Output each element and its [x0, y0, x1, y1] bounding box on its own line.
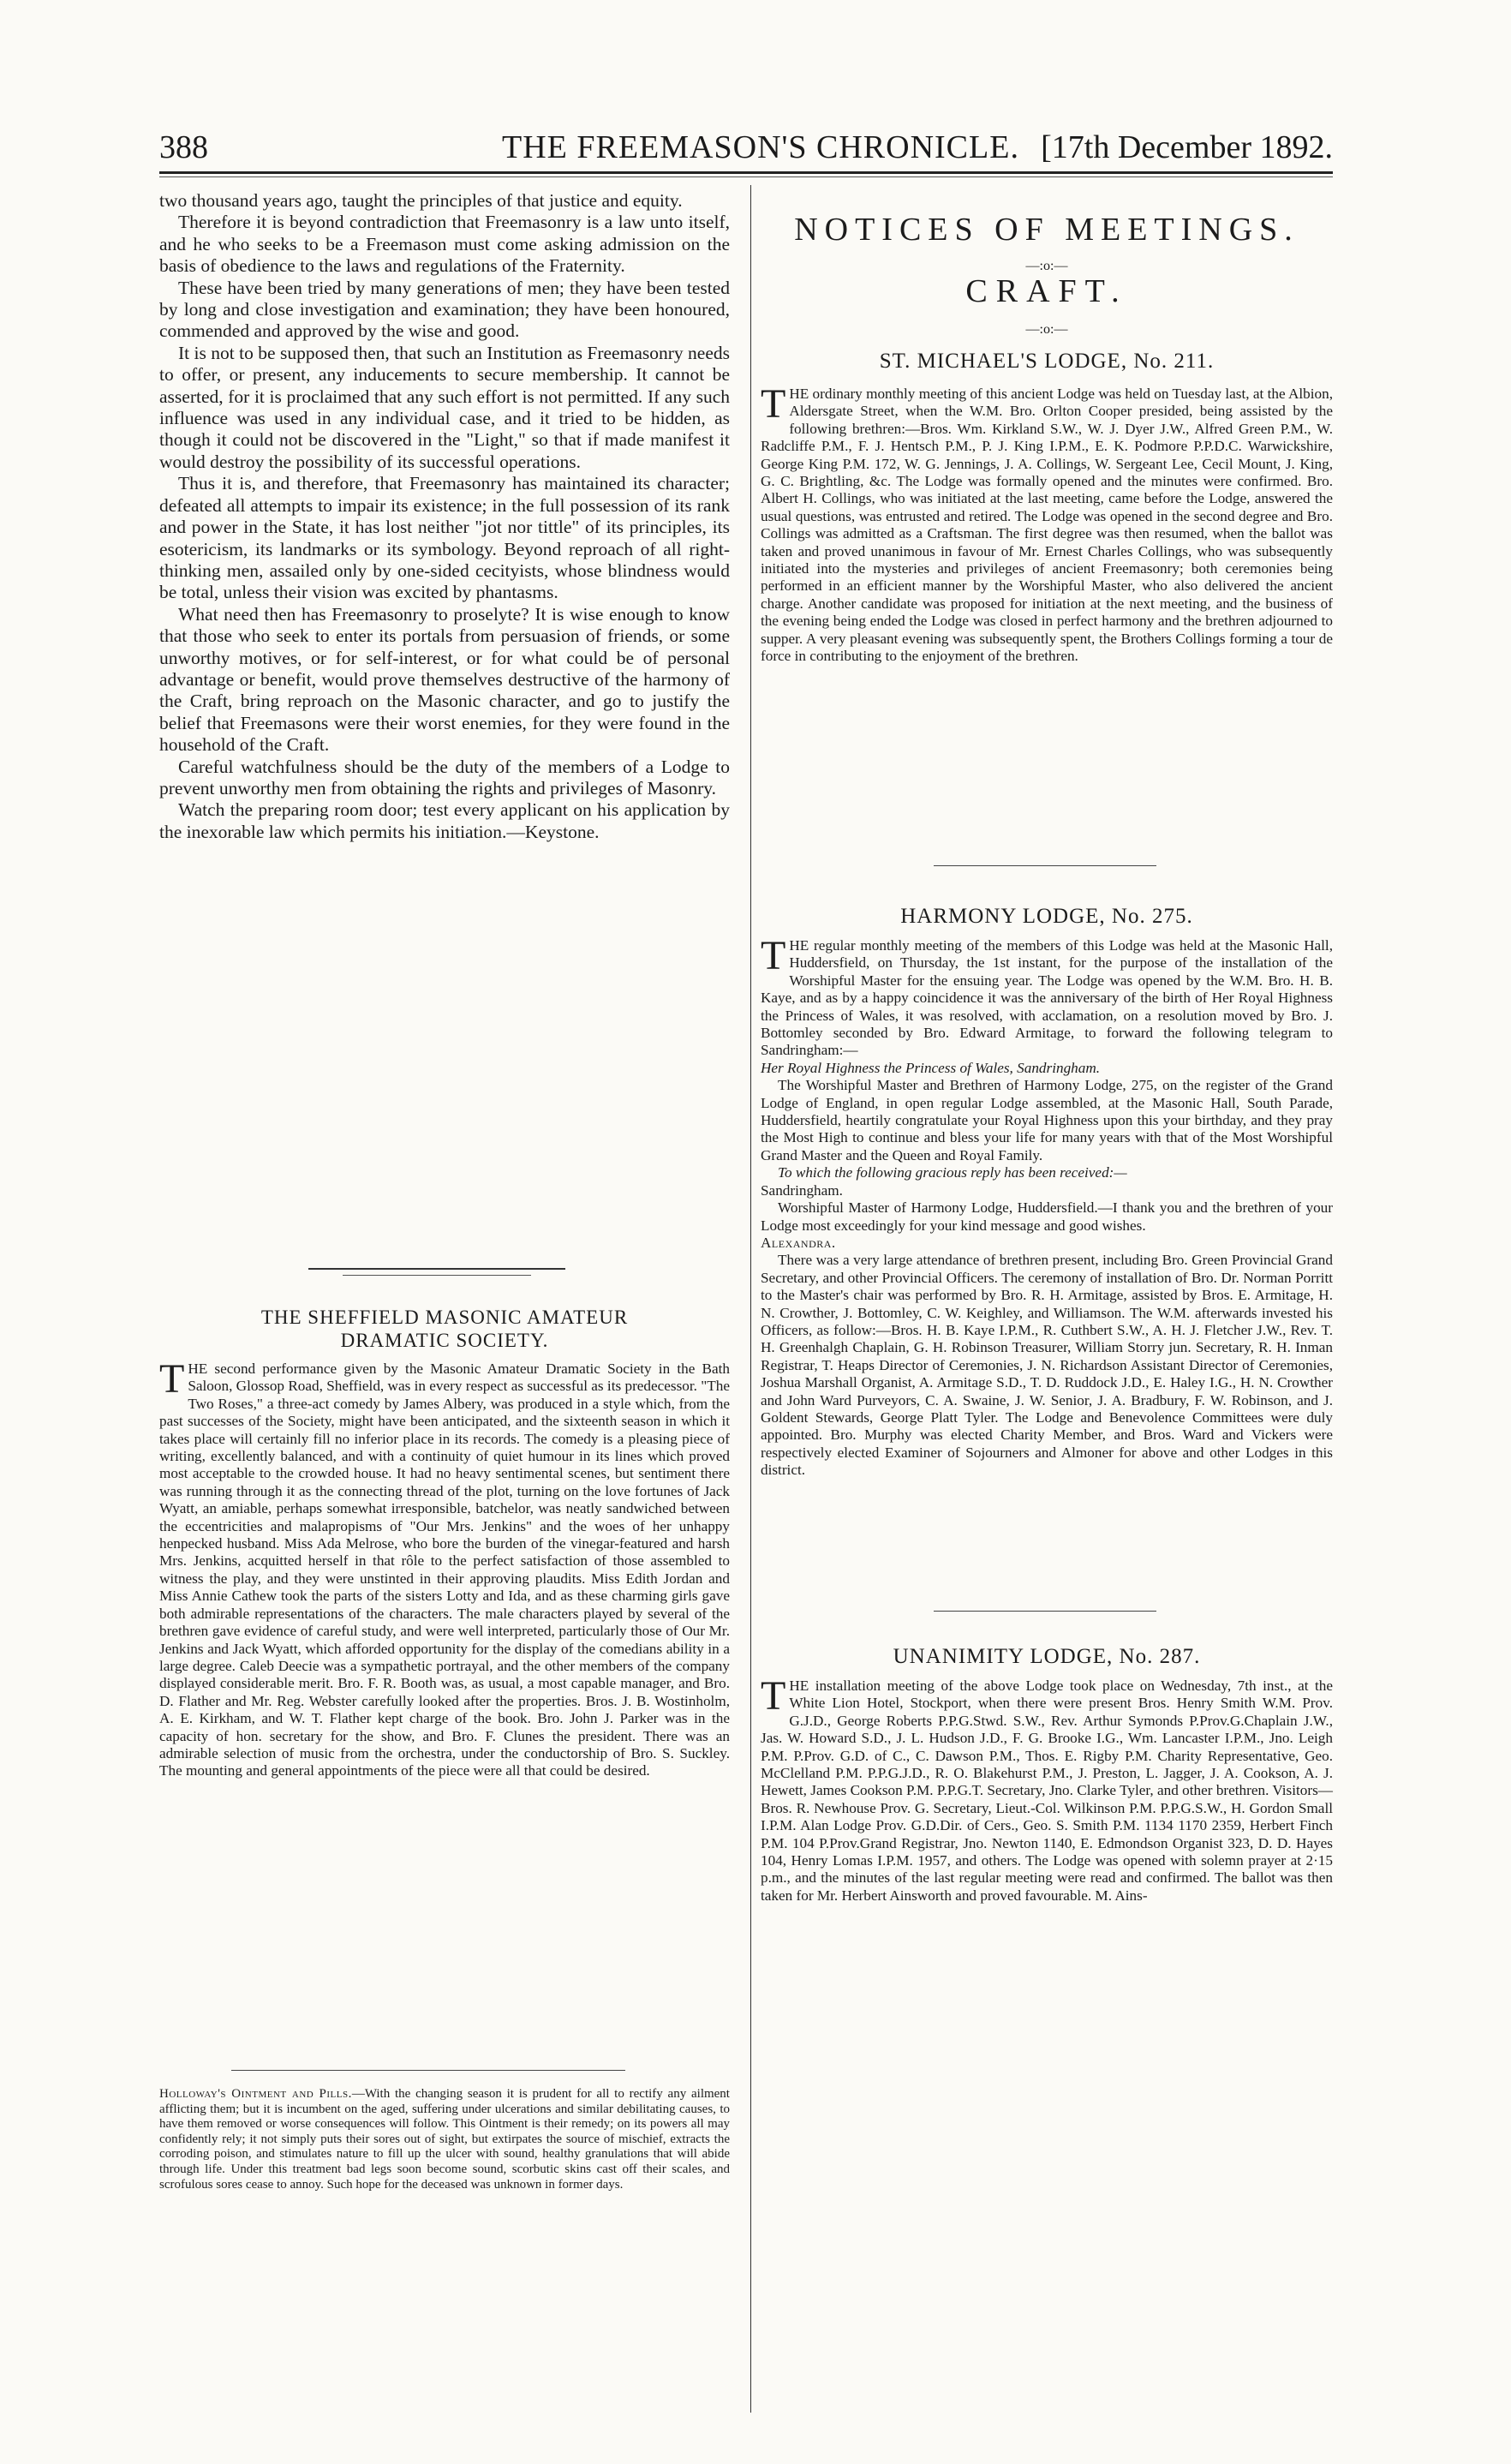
drop-cap: T: [761, 933, 786, 978]
advert-rule: [231, 2070, 625, 2071]
lodge-report: THE regular monthly meeting of the members of this Lodge was held at the Masonic Hall, Huddersfield, on Thursday, the 1st instant, for the purpose of the installation of the Worshipful Master for the ensuing year. The Lodge was opened by the W.M. Bro. H. B. Kaye, and as by a happy coincidence it was the anniversary of the birth of Her Royal Highness the Princess of Wales, it was resolved, with acclamation, on a resolution moved by Bro. J. Bottomley seconded by Bro. Edward Armitage, to forward the following telegram to Sandringham:— Her Royal Highness the Princess of Wales, Sandringham. The Worshipful Master and Brethren of Harmony Lodge, 275, on the register of the Grand Lodge of England, in open regular Lodge assembled, at the Masonic Hall, South Parade, Huddersfield, heartily congratulate your Royal Highness upon this your birthday, and they pray the Most High to continue and bless your life for many years with that of the Most Worshipful Grand Master and the Queen and Royal Family. To which the following gracious reply has been received:— Sandringham. Worshipful Master of Harmony Lodge, Huddersfield.—I thank you and the brethren of your Lodge most exceedingly for your kind message and good wishes. Alexandra. There was a very large attendance of brethren present, including Bro. Green Provincial Grand Secretary, and other Provincial Officers. The ceremony of installation of Bro. Dr. Norman Porritt to the Master's chair was performed by Bro. R. H. Armitage, assisted by Bros. E. Armitage, H. N. Crowther, J. Bottomley, C. W. Keighley, and Williamson. The W.M. afterwards invested his Officers, as follow:—Bros. H. B. Kaye I.P.M., R. Cuthbert S.W., A. H. J. Fletcher J.W., Rev. T. H. Greenhalgh Chaplain, G. H. Robinson Treasurer, William Storry jun. Secretary, R. H. Inman Registrar, T. Heaps Director of Ceremonies, J. N. Richardson Assistant Director of Ceremonies, Joshua Marshall Organist, A. Armitage S.D., T. D. Ruddock J.D., E. Haley I.G., H. N. Crowther and John Ward Purveyors, C. A. Swaine, J. W. Senior, J. A. Bradbury, F. W. Robinson, and J. Goldent Stewards, George Platt Tyler. The Lodge and Benevolence Committees were duly appointed. Bro. Murphy was elected Charity Member, and Bros. Ward and Vickers were respectively elected Examiner of Sojourners and Almoner for above and other Lodges in this district.: [761, 933, 1333, 1479]
sheffield-body: THE second performance given by the Masonic Amateur Dramatic Society in the Bath Saloon, Glossop Road, Sheffield, was in every respect as successful as its predecessor. "The Two Roses," a three-act comedy by James Albery, was produced in a style which, from the past successes of the Society, might have been anticipated, and the sixteenth season in which it takes place will certainly fill no inferior place in its records. The comedy is a pleasing piece of writing, excellently balanced, and with a continuity of quiet humour in its lines which proved most acceptable to the crowded house. It had no heavy sentimental scenes, but sentiment there was running through it as the connecting thread of the plot, turning on the love fortunes of Jack Wyatt, an amiable, perhaps somewhat irresponsible, batchelor, was neatly sandwiched between the eccentricities and malapropisms of "Our Mrs. Jenkins" and the woes of her unhappy henpecked husband. Miss Ada Melrose, who bore the burden of the vinegar-featured and harsh Mrs. Jenkins, acquitted herself in that rôle to the perfect satisfaction of those assembled to witness the play, and they were unstinted in their approving plaudits. Miss Edith Jordan and Miss Annie Cathew took the parts of the sisters Lotty and Ida, and as these charming girls gave both admirable representations of the characters. The male characters played by several of the brethren gave evidence of careful study, and were well interpreted, particularly those of Our Mr. Jenkins and Jack Wyatt, which afforded opportunity for the display of the comedians ability in a large degree. Caleb Deecie was a sympathetic portrayal, and the other members of the company displayed considerable merit. Bro. F. R. Booth was, as usual, a most capable manager, and Bro. D. Flather and Mr. Reg. Webster carefully looked after the properties. Bros. J. B. Wostinholm, A. E. Kirkham, and W. T. Flather kept charge of the book. Bro. John J. Parker was in the capacity of hon. secretary for the show, and Bro. F. Clunes the president. There was an admirable selection of music from the orchestra, under the conductorship of Bro. S. Suckley. The mounting and general appointments of the piece were all that could be desired.: [159, 1356, 730, 1779]
essay-paragraph: two thousand years ago, taught the principles of that justice and equity.: [159, 190, 683, 211]
page-number: 388: [159, 129, 208, 165]
reply-signature: Alexandra.: [761, 1234, 836, 1251]
telegram-address: Her Royal Highness the Princess of Wales, Sandringham.: [761, 1059, 1101, 1076]
essay-paragraph: Thus it is, and therefore, that Freemasonry has maintained its character; defeated all attempts to impair its existence; in the full possession of its rank and power in the State, it has lost neither "jot nor tittle" of its principles, its esotericism, its landmarks or its symbology. Beyond reproach of all right-thinking men, assailed only by one-sided cecityists, whose blindness would be total, unless their vision was excited by phantasms.: [159, 473, 730, 603]
lodge-heading: ST. MICHAEL'S LODGE, No. 211.: [879, 350, 1215, 373]
drop-cap: T: [761, 381, 786, 427]
header-rule-thin: [159, 176, 1333, 177]
lodge-heading: UNANIMITY LODGE, No. 287.: [893, 1645, 1201, 1668]
craft-heading: CRAFT.: [965, 273, 1128, 309]
section-divider: [308, 1268, 565, 1270]
essay-column: [159, 190, 730, 843]
essay-paragraph: Therefore it is beyond contradiction that Freemasonry is a law unto itself, and he who seeks to be a Freemason must come asking admission on the basis of obedience to the laws and regulations of the Fraternity.: [159, 212, 730, 277]
column-divider: [750, 185, 751, 2413]
lodge-report: THE ordinary monthly meeting of this ancient Lodge was held on Tuesday last, at the Albion, Aldersgate Street, when the W.M. Bro. Orlton Cooper presided, being assisted by the following brethren:—Bros. Wm. Kirkland S.W., W. J. Dyer J.W., Alfred Green P.M., W. Radcliffe P.M., F. J. Hentsch P.M., P. J. King I.P.M., E. K. Podmore P.P.D.C. Warwickshire, George King P.M. 172, W. G. Jennings, J. A. Collings, W. Sergeant Lee, Cecil Mount, J. King, G. C. Brightling, &c. The Lodge was formally opened and the minutes were confirmed. Bro. Albert H. Collings, who was initiated at the last meeting, came before the Lodge, answered the usual questions, was entrusted and retired. The Lodge was opened in the second degree and Bro. Collings was admitted as a Craftsman. The first degree was then resumed, when the ballot was taken and proved unanimous in favour of Mr. Ernest Charles Collings, who was subsequently initiated into the mysteries and privileges of ancient Freemasonry; both ceremonies being performed in an efficient manner by the Worshipful Master, who also delivered the ancient charge. Another candidate was proposed for initiation at the next meeting, and the business of the evening being ended the Lodge was closed in perfect harmony and the brethren adjourned to supper. A very pleasant evening was subsequently spent, the Brothers Collings forming a tour de force in contributing to the enjoyment of the brethren.: [761, 381, 1333, 665]
reply-text: Worshipful Master of Harmony Lodge, Huddersfield.—I thank you and the brethren of your Lodge most exceedingly for your kind message and good wishes.: [761, 1199, 1333, 1234]
sheffield-title: THE SHEFFIELD MASONIC AMATEUR DRAMATIC SOCIETY.: [260, 1307, 629, 1351]
sheffield-article: [159, 1306, 730, 1780]
telegram-text: The Worshipful Master and Brethren of Harmony Lodge, 275, on the register of the Grand Lodge of England, in open regular Lodge assembled, at the Masonic Hall, South Parade, Huddersfield, heartily congratulate your Royal Highness upon this your birthday, and they pray the Most High to continue and bless your life for many years with that of the Most Worshipful Grand Master and the Queen and Royal Family.: [761, 1077, 1333, 1163]
advert-lead: Holloway's Ointment and Pills.: [159, 2087, 352, 2101]
lodge-heading: HARMONY LODGE, No. 275.: [900, 905, 1193, 928]
lodge-report: THE installation meeting of the above Lodge took place on Wednesday, 7th inst., at the White Lion Hotel, Stockport, when there were present Bros. Henry Smith W.M. Prov. G.J.D., George Roberts P.P.G.Stwd. S.W., Rev. Arthur Symonds P.Prov.G.Chaplain J.W., Jas. W. Howard S.D., J. L. Hudson J.D., F. G. Brooke I.G., Wm. Lancaster I.P.M., Jno. Leigh P.M. P.Prov. G.D. of C., C. Dawson P.M., Thos. E. Rigby P.M. Charity Representative, Geo. McClelland P.M. P.P.G.J.D., R. O. Blakehurst P.M., J. Preston, L. Jagger, J. A. Cookson, A. J. Hewett, James Cookson P.M. P.P.G.T. Secretary, Jno. Clarke Tyler, and other brethren. Visitors—Bros. R. Newhouse Prov. G. Secretary, Lieut.-Col. Wilkinson P.M. P.P.G.S.W., H. Gordon Small I.P.M. Alan Lodge Prov. G.D.Dir. of Cers., Geo. S. Smith P.M. 1134 1170 2359, Herbert Finch P.M. 104 P.Prov.Grand Registrar, Jno. Newton 1140, E. Edmondson Organist 323, D. D. Hayes 104, Henry Lomas I.P.M. 1957, and others. The Lodge was opened with solemn prayer at 2·15 p.m., and the minutes of the last regular meeting were read and confirmed. The ballot was then taken for Mr. Herbert Ainsworth and proved favourable. M. Ains-: [761, 1673, 1333, 1904]
issue-date: [17th December 1892.: [1041, 129, 1333, 165]
essay-paragraph: Careful watchfulness should be the duty of the members of a Lodge to prevent unworthy men from obtaining the rights and privileges of Masonry.: [159, 756, 730, 798]
essay-paragraph: Watch the preparing room door; test every applicant on his application by the inexorable law which permits his initiation.—Keystone.: [159, 799, 730, 842]
section-rule: [934, 865, 1156, 866]
drop-cap: T: [761, 1673, 786, 1719]
ornament-separator: —:o:—: [1025, 259, 1068, 273]
reply-place: Sandringham.: [761, 1181, 843, 1199]
holloway-advert: [159, 2087, 730, 2192]
masthead: THE FREEMASON'S CHRONICLE.: [502, 129, 1019, 165]
section-rule: [934, 1611, 1156, 1612]
drop-cap: T: [159, 1356, 185, 1402]
header-rule: [159, 171, 1333, 174]
attendance-text: There was a very large attendance of brethren present, including Bro. Green Provincial Grand Secretary, and other Provincial Officers. The ceremony of installation of Bro. Dr. Norman Porritt to the Master's chair was performed by Bro. R. H. Armitage, assisted by Bros. E. Armitage, H. N. Crowther, J. Bottomley, C. W. Keighley, and Williamson. The W.M. afterwards invested his Officers, as follow:—Bros. H. B. Kaye I.P.M., R. Cuthbert S.W., A. H. J. Fletcher J.W., Rev. T. H. Greenhalgh Chaplain, G. H. Robinson Treasurer, William Storry jun. Secretary, R. H. Inman Registrar, T. Heaps Director of Ceremonies, J. N. Richardson Assistant Director of Ceremonies, Joshua Marshall Organist, A. Armitage S.D., T. D. Ruddock J.D., E. Haley I.G., H. N. Crowther and John Ward Purveyors, C. A. Swaine, J. W. Senior, J. A. Bradbury, F. W. Robinson, and J. Goldent Stewards, George Platt Tyler. The Lodge and Benevolence Committees were duly appointed. Bro. Murphy was elected Charity Member, and Bros. Ward and Vickers were respectively elected Examiner of Sojourners and Almoner for above and other Lodges in this district.: [761, 1252, 1333, 1479]
advert-body: —With the changing season it is prudent for all to rectify any ailment afflicting them; but it is incumbent on the aged, suffering under ulcerations and similar debilitating causes, to have them removed or worse consequences will follow. This Ointment is their remedy; on its powers all may confidently rely; it not simply puts their sores out of sight, but extirpates the source of mischief, extracts the corroding poison, and stimulates nature to fill up the ulcer with sound, healthy granulations that will abide through life. Under this treatment bad legs soon become sound, scorbutic skins cast off their scales, and scrofulous sores cease to annoy. Such hope for the deceased was unknown in former days.: [159, 2087, 730, 2192]
notices-heading: NOTICES OF MEETINGS.: [794, 212, 1299, 248]
essay-paragraph: It is not to be supposed then, that such an Institution as Freemasonry needs to offer, or present, any inducements to secure membership. It cannot be asserted, for it is proclaimed that any such effort is not permitted. If any such influence was used in any individual case, and it tried to be hidden, as though it could not be discovered in the "Light," so that if made manifest it would destroy the possibility of its successful operations.: [159, 342, 730, 472]
ornament-separator: —:o:—: [1025, 322, 1068, 337]
essay-paragraph: What need then has Freemasonry to proselyte? It is wise enough to know that those who seek to enter its portals from persuasion of friends, or some unworthy motives, or for self-interest, or for what could be of personal advantage or benefit, would prove themselves destructive of the harmony of the Craft, bring reproach on the Masonic character, and go to justify the belief that Freemasons were their worst enemies, for they were found in the household of the Craft.: [159, 603, 730, 756]
section-divider-thin: [343, 1275, 531, 1276]
page-header: [159, 129, 1333, 171]
reply-intro: To which the following gracious reply has been received:—: [778, 1164, 1127, 1181]
essay-paragraph: These have been tried by many generations of men; they have been tested by long and close investigation and examination; they have been honoured, commended and approved by the wise and good.: [159, 277, 730, 342]
